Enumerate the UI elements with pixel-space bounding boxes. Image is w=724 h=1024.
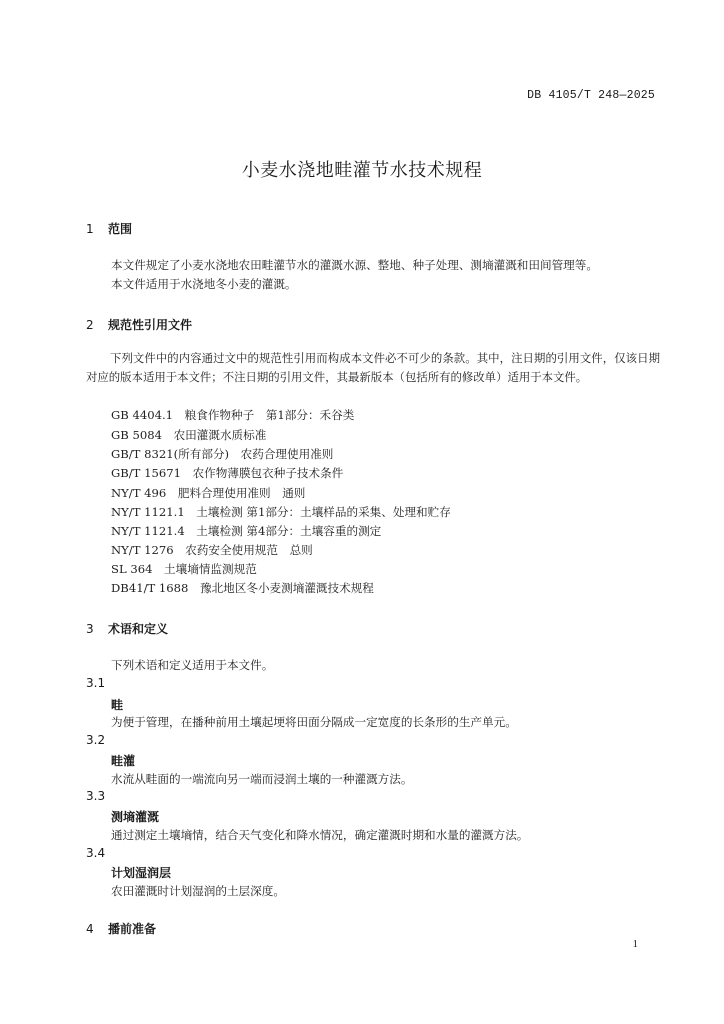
term-number: 3.2 [86,733,106,747]
section-1-number: 1 [86,222,94,236]
section-1-heading [86,220,132,237]
section-2-heading [86,316,192,333]
term-number: 3.3 [86,789,106,803]
section-4-number: 4 [86,922,94,936]
section-1-paragraph-2: 本文件适用于水浇地冬小麦的灌溉。 [111,277,297,291]
reference-item: GB/T 8321(所有部分) 农药合理使用准则 [111,447,334,461]
section-3-heading [86,620,168,637]
reference-item: GB/T 15671 农作物薄膜包衣种子技术条件 [111,466,344,480]
term-number: 3.4 [86,846,106,860]
reference-item: NY/T 496 肥料合理使用准则 通则 [111,486,306,500]
document-title: 小麦水浇地畦灌节水技术规程 [241,160,483,181]
reference-item: DB41/T 1688 豫北地区冬小麦测墒灌溉技术规程 [111,581,374,595]
section-2-title: 规范性引用文件 [108,318,193,332]
document-code: DB 4105/T 248—2025 [527,89,655,102]
term-definition: 农田灌溉时计划湿润的土层深度。 [111,884,285,898]
section-4-title: 播前准备 [108,922,157,936]
term-number: 3.1 [86,676,106,690]
section-1-title: 范围 [108,222,133,236]
term-name: 计划湿润层 [111,866,172,880]
reference-item: GB 5084 农田灌溉水质标准 [111,428,267,442]
reference-item: NY/T 1121.1 土壤检测 第1部分：土壤样品的采集、处理和贮存 [111,505,451,519]
section-2-number: 2 [86,318,94,332]
section-3-title: 术语和定义 [108,622,169,636]
section-4-heading [86,920,156,937]
term-name: 畦 [111,698,124,712]
term-definition: 通过测定土壤墒情，结合天气变化和降水情况，确定灌溉时期和水量的灌溉方法。 [111,828,529,842]
section-3-number: 3 [86,622,94,636]
reference-item: NY/T 1276 农药安全使用规范 总则 [111,543,313,557]
term-name: 畦灌 [111,754,136,768]
reference-item: GB 4404.1 粮食作物种子 第1部分：禾谷类 [111,408,355,422]
term-definition: 为便于管理，在播种前用土壤起埂将田面分隔成一定宽度的长条形的生产单元。 [111,715,517,729]
term-definition: 水流从畦面的一端流向另一端而浸润土壤的一种灌溉方法。 [111,772,413,786]
reference-item: NY/T 1121.4 土壤检测 第4部分：土壤容重的测定 [111,524,382,538]
section-3-intro: 下列术语和定义适用于本文件。 [111,658,274,672]
term-name: 测墒灌溉 [111,810,160,824]
reference-item: SL 364 土壤墒情监测规范 [111,562,257,576]
section-2-intro: 下列文件中的内容通过文中的规范性引用而构成本文件必不可少的条款。其中，注日期的引用文件，仅该日期对应的版本适用于本文件；不注日期的引用文件，其最新版本（包括所有的修改单）适用于本文件。 [86,351,660,384]
section-1-paragraph-1: 本文件规定了小麦水浇地农田畦灌节水的灌溉水源、整地、种子处理、测墒灌溉和田间管理等。 [111,258,598,272]
page-number: 1 [632,938,638,950]
